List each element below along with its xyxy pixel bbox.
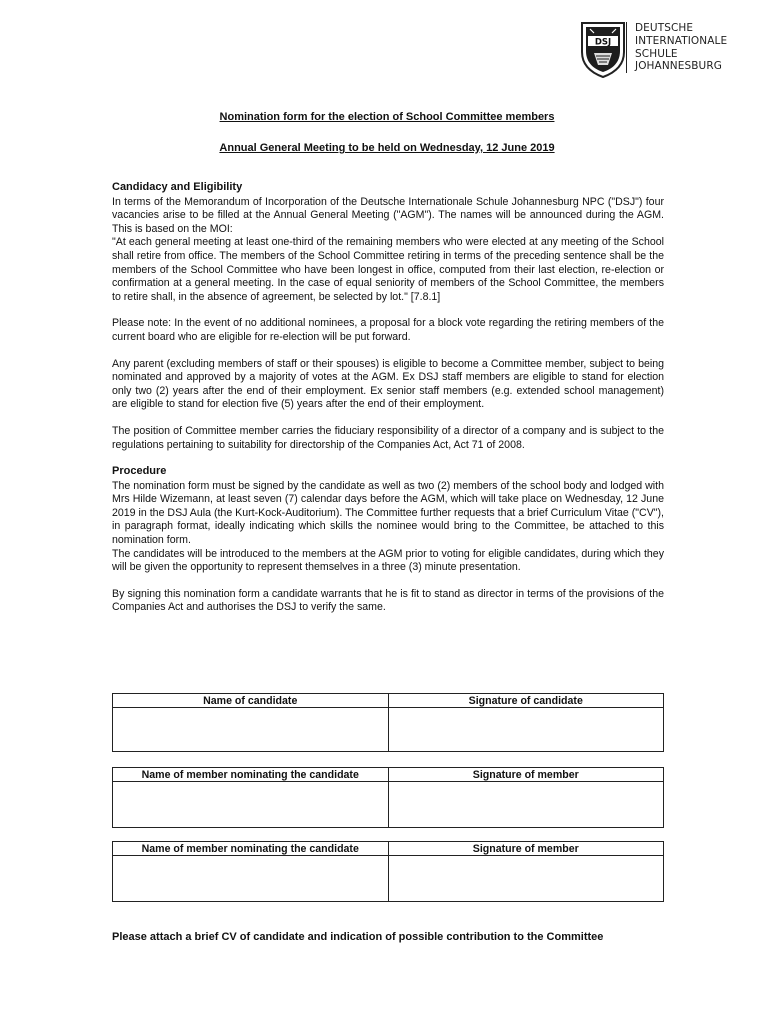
cv-attachment-note: Please attach a brief CV of candidate and indication of possible contribution to the Committee [112,931,604,943]
candidacy-paragraph: In terms of the Memorandum of Incorporation of the Deutsche Internationale Schule Johannesburg NPC ("DSJ") four vacancies arise to be filled at the Annual General Meeting ("AGM"). The names will be announced during the AGM. This is based on the MOI: [112,195,664,235]
procedure-paragraph: The nomination form must be signed by the candidate as well as two (2) members of the school body and lodged with Mrs Hilde Wizemann, at least seven (7) calendar days before the AGM, which will take place on Wednesday, 12 June 2019 in the DSJ Aula (the Kurt-Kock-Auditorium). The Committee further requests that a brief Curriculum Vitae ("CV"), in paragraph format, ideally indicating which skills the nominee would bring to the Committee, be attached to this nomination form. [112,479,664,547]
eligibility-paragraph: Any parent (excluding members of staff or their spouses) is eligible to become a Committee member, subject to being nominated and approved by a majority of votes at the AGM. Ex DSJ staff members are eligible to stand for election only two (2) years after the end of their employment. Ex senior staff members (e.g. extended school management) are eligible to stand for election five (5) years after the end of their employment. [112,357,664,411]
school-crest-logo [578,20,628,78]
school-name-line: SCHULE [635,47,678,60]
school-name-line: JOHANNESBURG [635,60,722,73]
nominator-2-name-field[interactable] [113,856,389,902]
candidate-name-field[interactable] [113,708,389,752]
crest-letters: DSJ [594,37,612,48]
nominator-2-name-header: Name of member nominating the candidate [113,842,389,856]
form-title: Nomination form for the election of School Committee members [219,111,555,123]
nominator-1-signature-field[interactable] [388,782,664,828]
candidate-name-header: Name of candidate [113,694,389,708]
agm-subtitle: Annual General Meeting to be held on Wednesday, 12 June 2019 [219,142,555,154]
presentation-paragraph: The candidates will be introduced to the members at the AGM prior to voting for eligible candidates, during which they will be given the opportunity to represent themselves in a three (3) minute presentation. [112,547,664,574]
candidate-signature-table [112,693,664,752]
nominator-2-signature-table [112,841,664,902]
form-body [112,181,664,615]
candidate-signature-header: Signature of candidate [388,694,664,708]
school-name-wordmark [626,22,727,73]
warrant-paragraph: By signing this nomination form a candidate warrants that he is fit to stand as director in terms of the provisions of the Companies Act and authorises the DSJ to verify the same. [112,587,664,614]
nominator-1-signature-header: Signature of member [388,768,664,782]
procedure-heading: Procedure [112,465,167,478]
candidate-signature-field[interactable] [388,708,664,752]
fiduciary-paragraph: The position of Committee member carries the fiduciary responsibility of a director of a company and is subject to the regulations pertaining to suitability for directorship of the Companies Act, Act 71 of 2008. [112,424,664,451]
nominator-1-signature-table [112,767,664,828]
nominator-1-name-field[interactable] [113,782,389,828]
nominator-1-name-header: Name of member nominating the candidate [113,768,389,782]
moi-quote: "At each general meeting at least one-third of the remaining members who were elected at any meeting of the School shall retire from office. The members of the School Committee retiring in terms of the preceding sentence shall be the members of the School Committee who have been longest in office, computed from their last election, re-election or confirmation at a general meeting. In the case of equal seniority of members of the School Committee, the members to retire shall, in the absence of agreement, be selected by lot." [7.8.1] [112,236,664,303]
candidacy-heading: Candidacy and Eligibility [112,181,243,193]
school-name-line: DEUTSCHE [635,22,694,34]
school-name-line: INTERNATIONALE [635,34,728,47]
please-note-paragraph: Please note: In the event of no additional nominees, a proposal for a block vote regarding the retiring members of the current board who are eligible for re-election will be put forward. [112,317,664,343]
nominator-2-signature-header: Signature of member [388,842,664,856]
nominator-2-signature-field[interactable] [388,856,664,902]
